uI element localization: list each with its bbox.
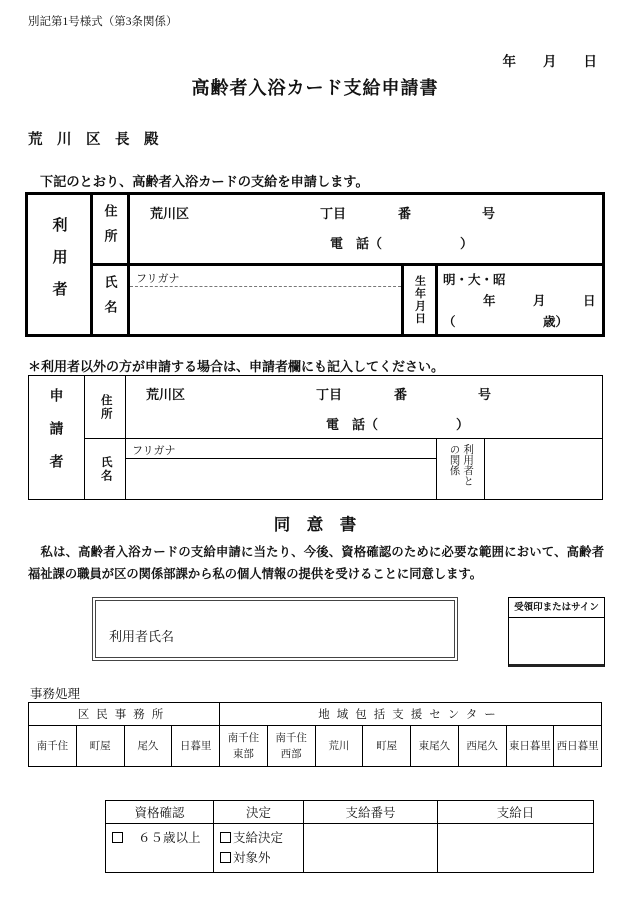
applicant-address-cell — [126, 376, 602, 438]
office-cell: 町屋 — [76, 726, 124, 767]
applicant-name-cell — [126, 439, 436, 499]
center-cell: 東日暮里 — [506, 726, 554, 767]
grant-date-header: 支給日 — [438, 801, 594, 824]
applicant-name-row — [85, 439, 602, 499]
applicant-table — [28, 375, 603, 500]
user-name-label: 氏名 — [93, 266, 130, 334]
form-code: 別記第1号様式（第3条関係） — [28, 16, 178, 28]
applicant-table-main — [85, 376, 602, 499]
user-name-signature-inner — [95, 600, 455, 658]
consent-body: 私は、高齢者入浴カードの支給申請に当たり、今後、資格確認のために必要な範囲において、高齢者福祉課の職員が区の関係部課から私の個人情報の提供を受けることに同意します。 — [28, 545, 604, 582]
decision-option-label: 対象外 — [233, 851, 271, 865]
user-ban-label: 番 — [398, 206, 412, 221]
user-ward-text: 荒川区 — [150, 206, 190, 221]
office-cell: 尾久 — [124, 726, 172, 767]
applicant-ban-label: 番 — [394, 387, 408, 402]
center-name-line: 東部 — [232, 748, 254, 760]
support-center-group-header: 地域包括支援センター — [220, 703, 602, 726]
checkbox-not-eligible — [220, 852, 231, 863]
decision-table — [105, 800, 594, 873]
user-name-signature-box — [92, 597, 458, 661]
office-cells-row — [29, 726, 602, 767]
grant-number-cell — [304, 824, 438, 873]
center-cell: 西日暮里 — [554, 726, 602, 767]
office-cell: 南千住 — [29, 726, 77, 767]
user-phone-label: 電 話（ ） — [330, 236, 474, 251]
applicant-name-label: 氏名 — [85, 439, 126, 499]
birth-era-options: 明・大・昭 — [443, 273, 506, 287]
user-table — [25, 192, 605, 337]
birth-age-label: （ 歳） — [443, 315, 569, 329]
page-title: 高齢者入浴カード支給申請書 — [191, 78, 439, 98]
decision-option — [220, 848, 303, 868]
receipt-stamp-label: 受領印またはサイン — [509, 598, 604, 618]
addressee: 荒 川 区 長 殿 — [28, 132, 159, 148]
user-table-main — [93, 195, 602, 334]
grant-number-header: 支給番号 — [304, 801, 438, 824]
office-routing-table — [28, 702, 602, 767]
user-address-label: 住所 — [93, 195, 130, 263]
qualification-header: 資格確認 — [106, 801, 214, 824]
applicant-phone-label: 電 話（ ） — [326, 417, 470, 432]
applicant-address-row — [85, 376, 602, 439]
applicant-ward-text: 荒川区 — [146, 387, 186, 402]
applicant-section-label: 申請者 — [29, 376, 85, 499]
center-cell: 西尾久 — [458, 726, 506, 767]
center-cell — [220, 726, 268, 767]
center-cell: 東尾久 — [411, 726, 459, 767]
center-name-line: 南千住 — [275, 731, 307, 744]
intro-statement: 下記のとおり、高齢者入浴カードの支給を申請します。 — [40, 174, 369, 189]
relation-to-user-label: 利用者との関係 — [448, 444, 475, 486]
applicant-go-label: 号 — [478, 387, 492, 402]
relation-entry-cell — [485, 439, 602, 499]
receipt-stamp-box — [508, 597, 605, 667]
date-line: 年 月 日 — [502, 54, 597, 69]
user-chome-label: 丁目 — [320, 206, 347, 221]
center-name-line: 西部 — [280, 748, 302, 760]
applicant-chome-label: 丁目 — [316, 387, 343, 402]
decision-option — [220, 828, 303, 848]
applicant-note: ＊利用者以外の方が申請する場合は、申請者欄にも記入してください。 — [28, 359, 445, 374]
decision-body-row — [106, 824, 594, 873]
office-group-header-row — [29, 703, 602, 726]
user-furigana-label: フリガナ — [130, 266, 401, 287]
user-birthdate-label: 生年月日 — [401, 266, 438, 334]
center-cell: 荒川 — [315, 726, 363, 767]
qualification-option-label: ６５歳以上 — [138, 831, 201, 845]
user-address-cell — [130, 195, 602, 263]
ward-office-group-header: 区民事務所 — [29, 703, 220, 726]
user-name-cell — [130, 266, 401, 334]
consent-title: 同 意 書 — [273, 516, 357, 534]
decision-cell — [214, 824, 304, 873]
user-go-label: 号 — [482, 206, 496, 221]
user-name-row — [93, 266, 602, 334]
checkbox-grant-decided — [220, 832, 231, 843]
decision-option-label: 支給決定 — [233, 831, 284, 845]
checkbox-age-65-plus — [112, 832, 123, 843]
center-cell — [267, 726, 315, 767]
office-cell: 日暮里 — [172, 726, 220, 767]
receipt-stamp-area — [509, 618, 604, 664]
decision-header-row — [106, 801, 594, 824]
user-name-box-label: 利用者氏名 — [109, 628, 175, 644]
applicant-furigana-label: フリガナ — [126, 439, 436, 459]
relation-label-cell — [436, 439, 485, 499]
birth-ymd-labels: 年 月 日 — [483, 294, 596, 308]
office-processing-label: 事務処理 — [30, 687, 81, 701]
user-address-row — [93, 195, 602, 266]
applicant-address-label: 住所 — [85, 376, 126, 438]
user-birthdate-cell — [438, 266, 602, 334]
grant-date-cell — [438, 824, 594, 873]
qualification-cell — [106, 824, 214, 873]
user-section-label: 利用者 — [28, 195, 93, 334]
center-cell: 町屋 — [363, 726, 411, 767]
center-name-line: 南千住 — [227, 731, 260, 744]
decision-header: 決定 — [214, 801, 304, 824]
